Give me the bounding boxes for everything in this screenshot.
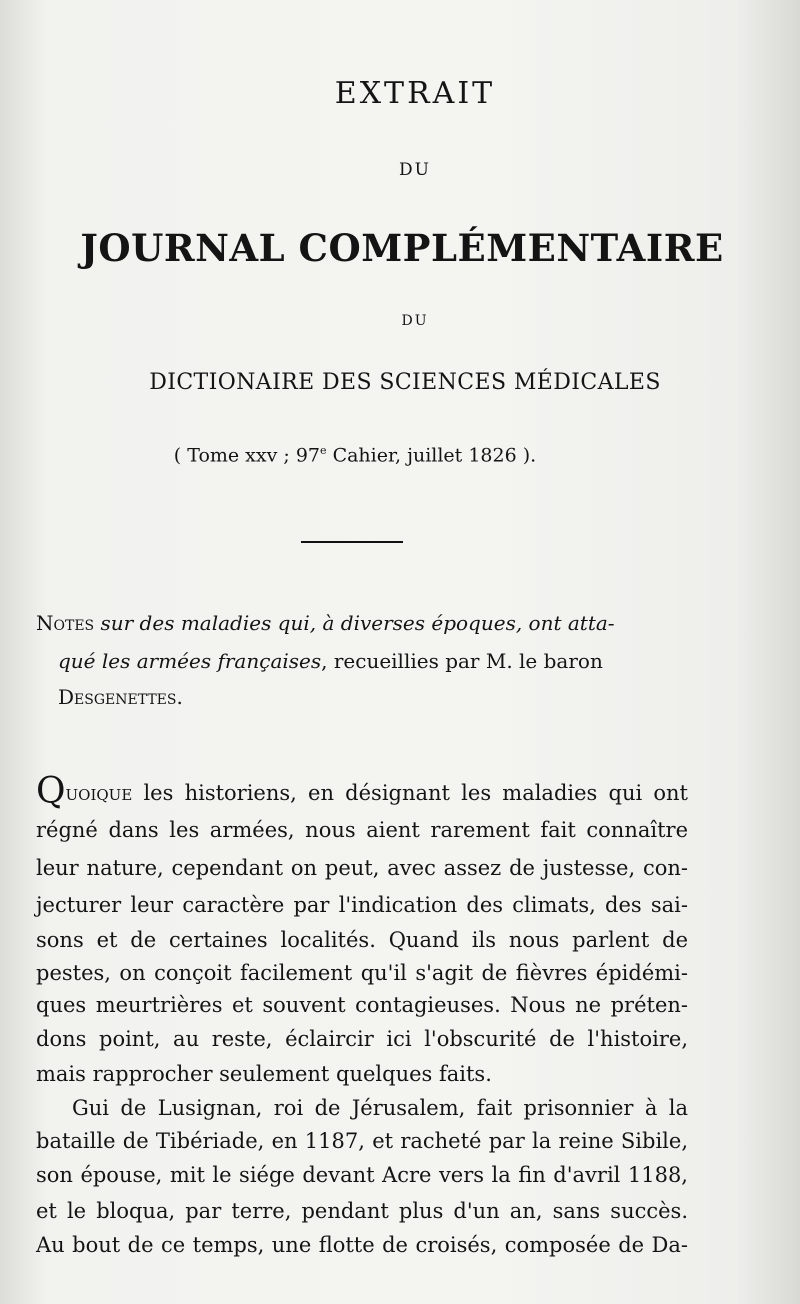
body-line: et le bloqua, par terre, pendant plus d'un an, sans succès. xyxy=(36,1199,688,1223)
notes-normal-2: , recueillies par M. le baron xyxy=(321,649,603,673)
body-line: son épouse, mit le siége devant Acre vers la fin d'avril 1188, xyxy=(36,1163,688,1187)
body-line-last: mais rapprocher seulement quelques faits. xyxy=(36,1062,492,1086)
body-line: bataille de Tibériade, en 1187, et racheté par la reine Sibile, xyxy=(36,1129,688,1153)
notes-italic-2: qué les armées françaises xyxy=(58,649,322,673)
body-line-1 xyxy=(36,771,688,812)
body-line: Gui de Lusignan, roi de Jérusalem, fait prisonnier à la xyxy=(72,1096,688,1120)
body-line: jecturer leur caractère par l'indication des climats, des sai- xyxy=(36,893,688,917)
body-line: pestes, on conçoit facilement qu'il s'agit de fièvres épidémi- xyxy=(36,961,688,985)
notes-title-line-1 xyxy=(36,608,686,638)
notes-title-line-2 xyxy=(58,646,708,676)
tome-prefix: ( Tome xxv ; 97 xyxy=(173,444,321,467)
tome-superscript: e xyxy=(320,444,327,457)
heading-extrait: EXTRAIT xyxy=(334,76,496,111)
section-rule xyxy=(301,541,403,543)
notes-author xyxy=(58,682,708,712)
body-line: Au bout de ce temps, une flotte de croisés, composée de Da- xyxy=(36,1233,688,1257)
first-word-rest: uoique xyxy=(65,781,133,805)
drop-cap: Q xyxy=(36,771,66,812)
line1-rest: les historiens, en désignant les maladies qui ont xyxy=(132,781,688,805)
author-name: Desgenettes. xyxy=(58,685,183,709)
heading-du-2: DU xyxy=(401,313,429,329)
notes-word: Notes xyxy=(36,611,95,635)
body-line: sons et de certaines localités. Quand ils nous parlent de xyxy=(36,928,688,952)
body-line: leur nature, cependant on peut, avec assez de justesse, con- xyxy=(36,856,688,880)
body-line: régné dans les armées, nous aient rarement fait connaître xyxy=(36,818,688,842)
body-line: dons point, au reste, éclaircir ici l'obscurité de l'histoire, xyxy=(36,1027,688,1051)
heading-du-1: DU xyxy=(399,160,431,180)
tome-suffix: Cahier, juillet 1826 ). xyxy=(326,444,537,467)
body-line: ques meurtrières et souvent contagieuses. Nous ne préten- xyxy=(36,993,688,1017)
volume-reference xyxy=(155,444,555,466)
journal-title: JOURNAL COMPLÉMENTAIRE xyxy=(80,226,724,270)
dictionary-title: DICTIONAIRE DES SCIENCES MÉDICALES xyxy=(149,370,661,395)
notes-italic-1: sur des maladies qui, à diverses époques, ont atta- xyxy=(94,611,615,635)
